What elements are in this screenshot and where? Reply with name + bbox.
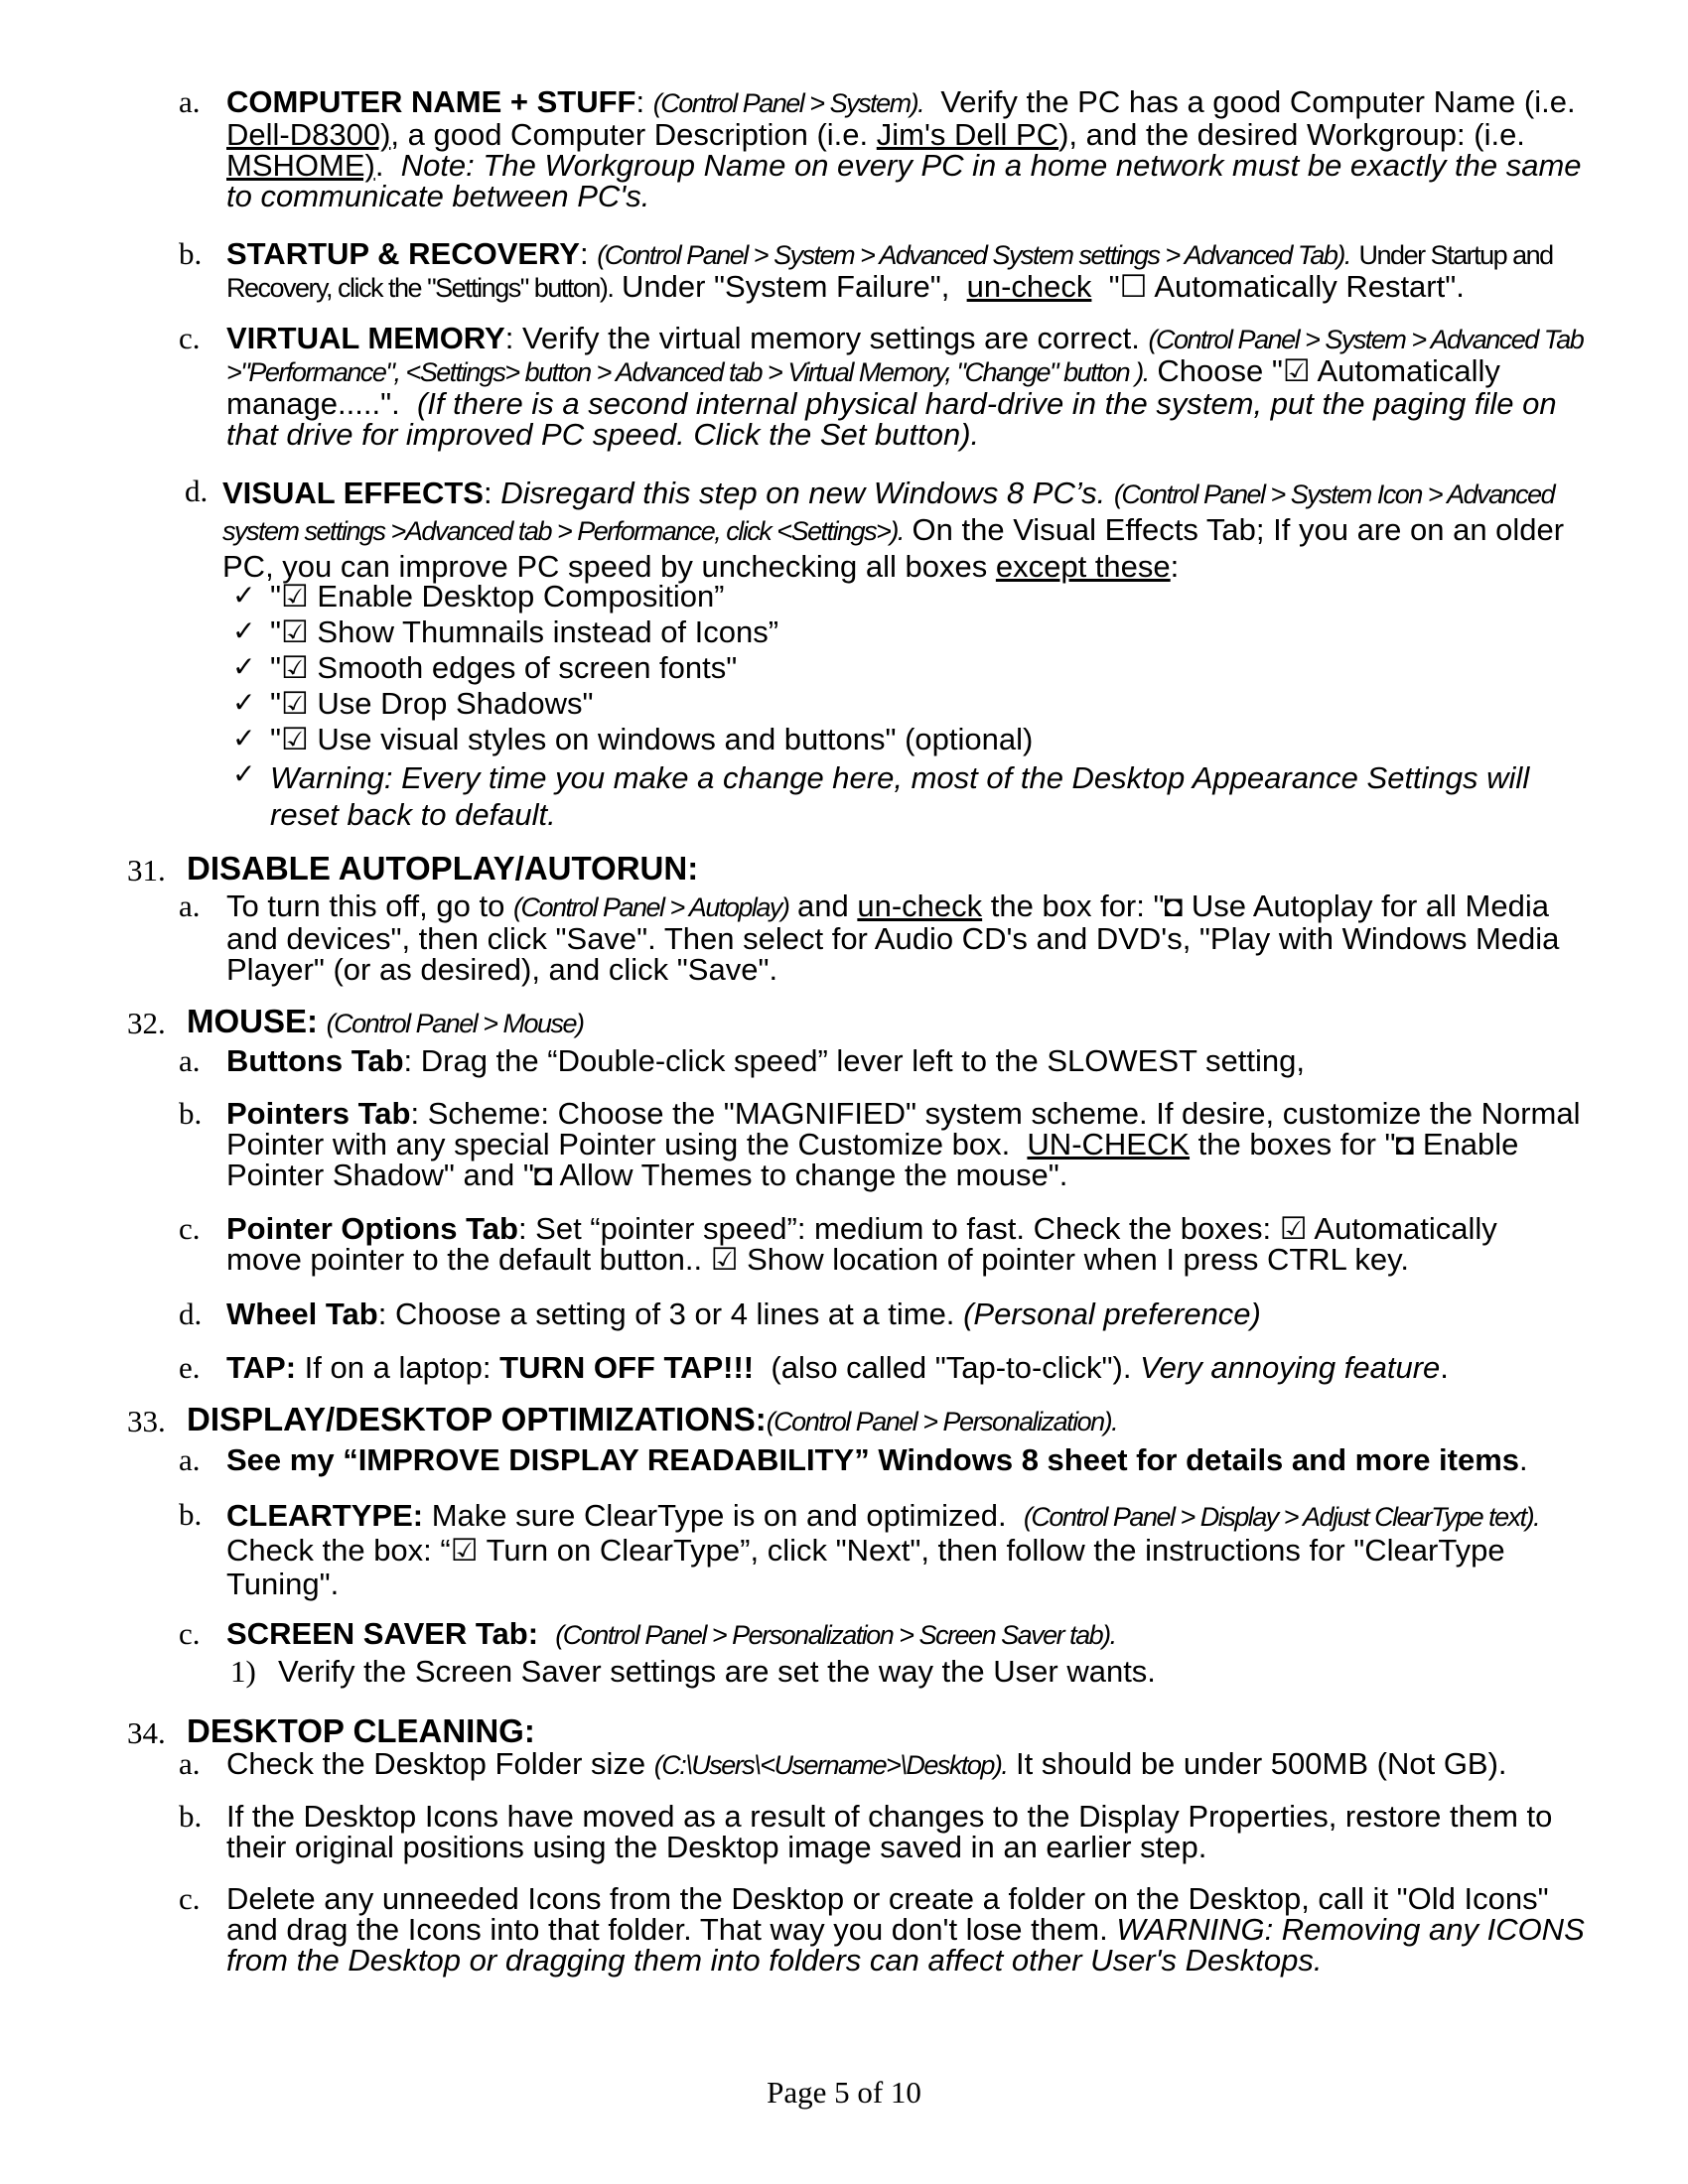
item-computer-name: COMPUTER NAME + STUFF: (Control Panel > System). Verify the PC has a good Computer Name (i.e. Dell-D8300), a good Computer Description (i.e. Jim's Dell PC), and the desired Workgroup: (i.e. MSHOME). Note: The Workgroup Name on every PC in a home network must be exactly the same to communicate between PC's. xyxy=(226,84,1582,213)
item-text: If on a laptop: xyxy=(304,1350,492,1385)
sub-item: Verify the Screen Saver settings are set the way the User wants. xyxy=(278,1654,1156,1689)
item-improve-display xyxy=(226,1444,1617,1475)
item-marker: a. xyxy=(179,888,201,923)
item-text: : xyxy=(1170,549,1180,584)
note-text: Very annoying feature xyxy=(1140,1350,1441,1385)
list-item: "☑ Show Thumnails instead of Icons” xyxy=(270,614,779,649)
item-marker: a. xyxy=(179,84,201,119)
item-title: Pointers Tab xyxy=(226,1096,411,1131)
item-text: "☐ Automatically Restart". xyxy=(1108,269,1465,304)
control-panel-path: (Control Panel > Mouse) xyxy=(326,1009,584,1038)
item-text: and xyxy=(797,888,849,923)
item-text: : Verify the virtual memory settings are correct. xyxy=(504,321,1140,355)
item-text: : Scheme: Choose the "MAGNIFIED" system scheme. If desire, customize the Normal Pointer with any special Pointer using the Customize box. xyxy=(226,1096,1581,1161)
checkmark-icon: ✓ xyxy=(232,686,256,719)
item-title: Wheel Tab xyxy=(226,1297,378,1331)
note-text: (If there is a second internal physical hard-drive in the system, put the paging file on that drive for improved PC speed. Click the Set button). xyxy=(226,386,1557,452)
warning-text: Warning: Every time you make a change here, most of the Desktop Appearance Settings will reset back to default. xyxy=(270,760,1530,832)
checkmark-icon: ✓ xyxy=(232,722,256,754)
warning-text: WARNING: Removing any ICONS from the Desktop or dragging them into folders can affect other User's Desktops. xyxy=(226,1912,1585,1978)
checkmark-icon: ✓ xyxy=(232,614,256,647)
item-title: CLEARTYPE: xyxy=(226,1498,424,1533)
item-cleartype xyxy=(226,1499,1607,1601)
item-wheel-tab xyxy=(226,1298,1597,1329)
section-heading xyxy=(187,1003,584,1039)
example-text: Dell-D8300) xyxy=(226,117,391,152)
item-delete-icons xyxy=(226,1883,1597,1976)
control-panel-path: (Control Panel > Personalization). xyxy=(766,1407,1118,1436)
item-pointer-options-tab xyxy=(226,1213,1547,1275)
item-marker: b. xyxy=(179,236,203,271)
item-startup-recovery: STARTUP & RECOVERY: (Control Panel > System > Advanced System settings > Advanced Tab). Under Startup and Recovery, click the "Settings" button). Under "System Failure", un-check "☐ Automatically Restart". xyxy=(226,236,1553,304)
item-title: SCREEN SAVER Tab: xyxy=(226,1616,539,1651)
item-buttons-tab xyxy=(226,1045,1597,1076)
item-text: Under "System Failure", xyxy=(622,269,950,304)
item-text: : Choose a setting of 3 or 4 lines at a time. xyxy=(377,1297,955,1331)
item-virtual-memory xyxy=(226,323,1597,450)
control-panel-path: (C:\Users\<Username>\Desktop). xyxy=(653,1750,1008,1780)
page-footer: Page 5 of 10 xyxy=(767,2075,921,2110)
section-number: 34. xyxy=(127,1715,166,1750)
item-text: the box for: "◘ Use Autoplay for all Media and devices", then click "Save". Then select for Audio CD's and DVD's, "Play with Windows Media Player" (or as desired), and click "Save". xyxy=(226,888,1560,987)
item-text: . xyxy=(1440,1350,1449,1385)
item-marker: b. xyxy=(179,1497,203,1532)
section-title: DISABLE AUTOPLAY/AUTORUN: xyxy=(187,850,699,887)
control-panel-path: (Control Panel > System > Advanced System settings > Advanced Tab). xyxy=(597,240,1350,270)
item-text: It should be under 500MB (Not GB). xyxy=(1016,1746,1507,1781)
section-number: 31. xyxy=(127,853,166,887)
item-text: , a good Computer Description (i.e. xyxy=(390,117,869,152)
item-text: Choose xyxy=(1157,353,1264,388)
item-marker: a. xyxy=(179,1043,201,1078)
item-marker: a. xyxy=(179,1746,201,1781)
section-heading xyxy=(187,1401,1118,1437)
uncheck-text: un-check xyxy=(857,888,983,923)
emphasis-text: TURN OFF TAP!!! xyxy=(499,1350,755,1385)
section-number: 33. xyxy=(127,1404,166,1438)
item-title: See my “IMPROVE DISPLAY READABILITY” Windows 8 sheet for details and more items xyxy=(226,1442,1520,1477)
control-panel-path: (Control Panel > Autoplay) xyxy=(512,892,789,922)
item-text: Under Startup and Recovery, click the "Settings" button). xyxy=(226,240,1553,303)
item-marker: e. xyxy=(179,1350,201,1385)
item-text: On the Visual Effects Tab; If you are on an older PC, you can improve PC speed by unchecking all boxes xyxy=(222,512,1565,584)
checkmark-icon: ✓ xyxy=(232,757,256,790)
item-desktop-folder-size xyxy=(226,1748,1597,1781)
item-text: Verify the PC has a good Computer Name (i.e. xyxy=(940,84,1576,119)
item-text: Delete any unneeded Icons from the Desktop or create a folder on the Desktop, call it "Old Icons" and drag the Icons into that folder. That way you don't lose them. xyxy=(226,1881,1549,1947)
uncheck-text: UN-CHECK xyxy=(1027,1127,1191,1161)
item-text: . xyxy=(374,148,384,183)
example-text: MSHOME) xyxy=(226,148,375,183)
item-text: "☑ Automatically manage.....". xyxy=(226,353,1500,421)
item-marker: c. xyxy=(179,1211,201,1246)
item-marker: d. xyxy=(179,1297,203,1331)
item-title: COMPUTER NAME + STUFF xyxy=(226,84,636,119)
list-item: "☑ Use visual styles on windows and buttons" (optional) xyxy=(270,722,1034,756)
item-restore-icons: If the Desktop Icons have moved as a result of changes to the Display Properties, restore them to their original positions using the Desktop image saved in an earlier step. xyxy=(226,1799,1553,1864)
example-text: Jim's Dell PC xyxy=(876,117,1059,152)
control-panel-path: (Control Panel > System > Advanced Tab >"Performance", <Settings> button > Advanced tab > Virtual Memory, "Change" button ). xyxy=(226,325,1584,387)
item-text: . xyxy=(1519,1442,1528,1477)
control-panel-path: (Control Panel > System Icon > Advanced system settings >Advanced tab > Performance, click <Settings>). xyxy=(222,479,1555,546)
item-marker: a. xyxy=(179,1442,201,1477)
control-panel-path: (Control Panel > Personalization > Screen Saver tab). xyxy=(555,1620,1116,1650)
item-pointers-tab xyxy=(226,1098,1602,1190)
checkmark-icon: ✓ xyxy=(232,650,256,683)
item-marker: c. xyxy=(179,1881,201,1916)
section-title: DESKTOP CLEANING: xyxy=(187,1712,535,1749)
item-title: TAP: xyxy=(226,1350,297,1385)
item-title: Buttons Tab xyxy=(226,1043,404,1078)
control-panel-path: (Control Panel > System). xyxy=(652,88,924,118)
except-text: except these xyxy=(995,549,1171,584)
item-text: the boxes for "◘ Enable Pointer Shadow" and "◘ Allow Themes to change the mouse". xyxy=(226,1127,1519,1192)
item-visual-effects: VISUAL EFFECTS: Disregard this step on new Windows 8 PC’s. (Control Panel > System Icon > Advanced system settings >Advanced tab > Performance, click <Settings>). On the Visual Effects Tab; If you are on an older PC, you can improve PC speed by unchecking all boxes except these: xyxy=(222,476,1565,584)
section-number: 32. xyxy=(127,1006,166,1040)
note-text: Disregard this step on new Windows 8 PC’s. xyxy=(500,476,1106,510)
item-marker: d. xyxy=(185,474,209,508)
item-autoplay xyxy=(226,890,1597,985)
item-title: STARTUP & RECOVERY xyxy=(226,236,580,271)
checkmark-icon: ✓ xyxy=(232,579,256,612)
section-title: MOUSE: xyxy=(187,1003,318,1039)
item-text: : Set “pointer speed”: medium to fast. Check the boxes: ☑ Automatically move pointer to the default button.. ☑ Show location of pointer when I press CTRL key. xyxy=(226,1211,1497,1277)
item-marker: b. xyxy=(179,1799,203,1834)
item-text: To turn this off, go to xyxy=(226,888,505,923)
note-text: (Personal preference) xyxy=(963,1297,1261,1331)
item-marker: b. xyxy=(179,1096,203,1131)
item-text: Check the box: “☑ Turn on ClearType”, click "Next", then follow the instructions for "ClearType Tuning". xyxy=(226,1533,1505,1601)
list-item: "☑ Use Drop Shadows" xyxy=(270,686,594,721)
item-text: : Drag the “Double-click speed” lever left to the SLOWEST setting, xyxy=(403,1043,1305,1078)
item-text: Make sure ClearType is on and optimized. xyxy=(431,1498,1007,1533)
item-tap xyxy=(226,1352,1597,1383)
item-title: VISUAL EFFECTS xyxy=(222,476,484,510)
note-text: Note: The Workgroup Name on every PC in a home network must be exactly the same to communicate between PC's. xyxy=(226,148,1582,213)
section-title: DISPLAY/DESKTOP OPTIMIZATIONS: xyxy=(187,1401,767,1437)
item-marker: c. xyxy=(179,321,201,355)
item-title: VIRTUAL MEMORY xyxy=(226,321,505,355)
item-text: Check the Desktop Folder size xyxy=(226,1746,646,1781)
control-panel-path: (Control Panel > Display > Adjust ClearType text). xyxy=(1023,1502,1540,1532)
list-item: "☑ Enable Desktop Composition” xyxy=(270,579,725,614)
item-screen-saver xyxy=(226,1618,1597,1651)
item-title: Pointer Options Tab xyxy=(226,1211,518,1246)
list-item: "☑ Smooth edges of screen fonts" xyxy=(270,650,738,685)
item-text: (also called "Tap-to-click"). xyxy=(771,1350,1132,1385)
sub-item-marker: 1) xyxy=(230,1654,256,1689)
uncheck-text: un-check xyxy=(966,269,1092,304)
item-text: ), and the desired Workgroup: (i.e. xyxy=(1058,117,1525,152)
item-marker: c. xyxy=(179,1616,201,1651)
